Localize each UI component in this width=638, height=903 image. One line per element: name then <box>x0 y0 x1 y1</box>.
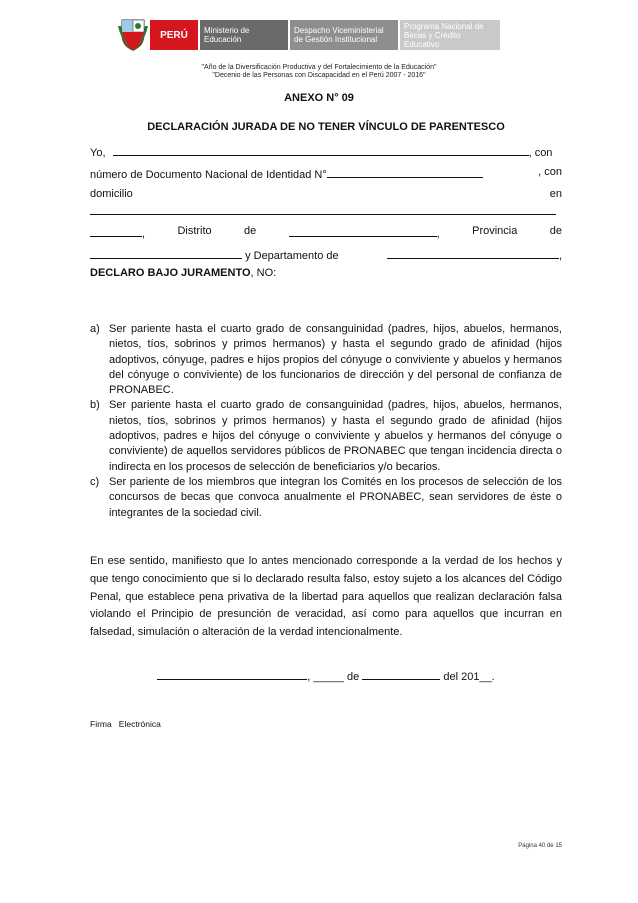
domicilio-label: domicilio <box>90 188 133 200</box>
page-header <box>118 16 518 56</box>
form-line-address-blank <box>90 203 562 219</box>
provincia-label: Provincia <box>472 225 518 237</box>
distrito-label: Distrito <box>177 225 212 237</box>
place-field[interactable] <box>157 668 307 680</box>
year-motto: "Año de la Diversificación Productiva y del Fortalecimiento de la Educación" <box>201 64 437 71</box>
vice-ministry-label: Despacho Viceministerial de Gestión Institucional <box>290 20 398 50</box>
month-field[interactable] <box>362 668 440 680</box>
district-field[interactable] <box>289 225 437 237</box>
program-label: Programa Nacional de Becas y Crédito Educativo <box>400 20 500 50</box>
ministry-label: Ministerio de Educación <box>200 20 288 50</box>
province-field[interactable] <box>90 247 242 259</box>
name-field[interactable] <box>113 144 529 156</box>
form-line-dni <box>90 166 562 182</box>
yo-label: Yo, <box>90 147 106 159</box>
form-line-address <box>90 188 562 204</box>
department-field[interactable] <box>387 247 559 259</box>
closing-paragraph: En ese sentido, manifiesto que lo antes mencionado corresponde a la verdad de los hechos y que tengo conocimiento que si lo declarado resulta falso, estoy sujeto a los alcances del Código Penal, que establece pena privativa de la libertad para aquellos que realizan declaración falsa violando el Principio de presunción de veracidad, así como para aquellos que incurran en falsedad, simulación o alteración de la verdad intencionalmente. <box>90 555 562 639</box>
declaro-line <box>90 267 562 283</box>
address-field-end[interactable] <box>90 225 142 237</box>
con-label: , con <box>528 147 553 159</box>
declaro-bold: DECLARO BAJO JURAMENTO <box>90 267 251 279</box>
decade-motto: "Decenio de las Personas con Discapacidad en el Perú 2007 - 2016" <box>212 72 426 79</box>
con-label-2: , con <box>538 166 562 178</box>
signature-label: Firma Electrónica <box>90 719 161 729</box>
document-title: DECLARACIÓN JURADA DE NO TENER VÍNCULO DE PARENTESCO <box>147 121 505 133</box>
peru-logo: PERÚ <box>150 20 198 50</box>
form-line-department: y Departamento de , <box>90 247 562 263</box>
page-number: Página 40 de 15 <box>518 843 562 849</box>
dni-label: número de Documento Nacional de Identidad N° <box>90 169 327 181</box>
list-item: c) Ser pariente de los miembros que integran los Comités en los procesos de selección de los concursos de becas que convoca anualmente el PRONABEC, sean servidores de éste o integrantes de la sociedad civil. <box>90 475 562 519</box>
coat-of-arms-icon <box>118 16 148 54</box>
dni-field[interactable] <box>327 166 483 178</box>
declaration-list <box>90 322 562 521</box>
en-label: en <box>549 188 562 200</box>
departamento-label: y Departamento de <box>245 250 339 262</box>
form-line-district: , Distrito de , Provincia de <box>90 225 562 241</box>
de-label-2: de <box>549 225 562 237</box>
declaro-rest: , NO: <box>250 267 277 279</box>
de-label: de <box>244 225 257 237</box>
list-item: b) Ser pariente hasta el cuarto grado de consanguinidad (padres, hijos, abuelos, hermanos, nietos, tíos, sobrinos y primos hermanos) y hasta el segundo grado de afinidad (hijos adoptivos, padres e hijos del cónyuge o conviviente y abuelos y hermanos del cónyuge o conviviente) de aquellos servidores públicos de PRONABEC que tengan incidencia directa o indirecta en los procesos de selección de beneficiarios y/o becarios. <box>90 399 562 473</box>
signature-date-line: , _____ de del 201__. <box>90 668 562 683</box>
address-field[interactable] <box>90 203 556 215</box>
annex-title: ANEXO N° 09 <box>284 92 354 104</box>
list-item: a) Ser pariente hasta el cuarto grado de consanguinidad (padres, hijos, abuelos, hermanos, nietos, tíos, sobrinos y primos hermanos) y hasta el segundo grado de afinidad (hijos adoptivos, cónyuge, padres e hijos propios del cónyuge o conviviente y abuelos y hermanos del cónyuge o conviviente) de los funcionarios de dirección y del personal de confianza de PRONABEC. <box>90 323 562 397</box>
form-line-name <box>90 144 562 160</box>
